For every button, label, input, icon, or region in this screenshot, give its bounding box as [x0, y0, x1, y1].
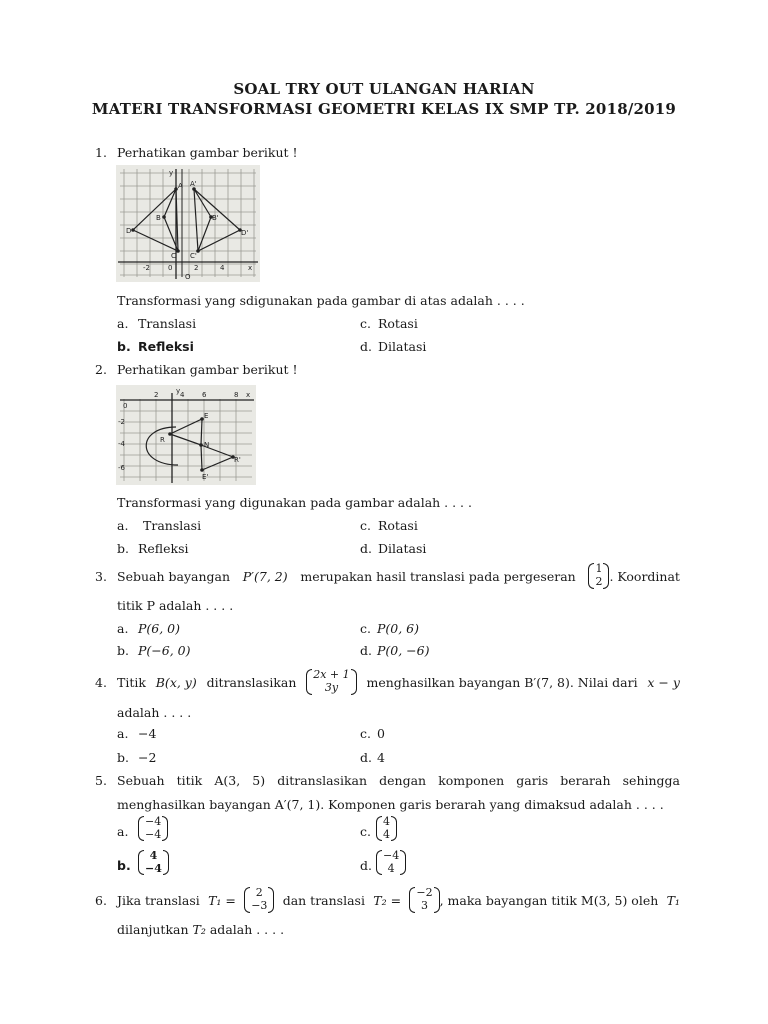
q2-figure [116, 385, 256, 485]
q5-line-2: menghasilkan bayangan A′(7, 1). Komponen garis berarah yang dimaksud adalah . . . . [117, 797, 664, 812]
q2-tick-0: 0 [123, 402, 128, 410]
q2-option-a: Translasi [143, 518, 202, 533]
q6-t2-vector: −2 3 [409, 887, 439, 912]
q6-line-2-post: adalah . . . . [209, 922, 285, 937]
q6-t2b: T₂ [192, 922, 206, 937]
q1-tick-2: 2 [194, 264, 199, 272]
q6-mid: dan translasi [282, 892, 365, 908]
q5-option-c-letter: c. [360, 824, 371, 839]
q5-option-a: −4 −4 [138, 816, 168, 841]
q2-label-R-prime: R' [234, 456, 241, 464]
q6-line-1 [117, 884, 680, 916]
q1-label-B: B [156, 214, 161, 222]
q2-axis-y: y [176, 387, 181, 395]
q2-option-c-letter: c. [360, 518, 371, 533]
q1-option-b: Refleksi [138, 339, 194, 354]
q1-figure [116, 165, 260, 282]
q1-option-d: Dilatasi [378, 339, 427, 354]
q2-label-E-prime: E' [202, 473, 209, 481]
q1-option-a-letter: a. [117, 316, 129, 331]
q1-tick-4: 4 [220, 264, 225, 272]
q5-option-d: −4 4 [376, 850, 406, 875]
q2-translation-graph [116, 385, 256, 485]
q3-option-b: P(−6, 0) [138, 643, 191, 658]
q3-post: . Koordinat [609, 568, 680, 584]
q3-option-a-letter: a. [117, 621, 129, 636]
q2-option-a-letter: a. [117, 518, 129, 533]
q1-reflection-graph [116, 165, 260, 282]
q5-option-c: 4 4 [376, 816, 397, 841]
q1-label-A-prime: A' [190, 180, 197, 188]
q4-line-1 [117, 665, 680, 699]
q3-option-d: P(0, −6) [377, 643, 430, 658]
q3-pre: Sebuah bayangan [117, 568, 231, 584]
q5-option-b-letter: b. [117, 858, 131, 873]
q5-option-b: 4 −4 [138, 850, 169, 875]
q4-point: B(x, y) [155, 674, 197, 690]
q4-expr: x − y [647, 674, 680, 690]
title-line-2: MATERI TRANSFORMASI GEOMETRI KELAS IX SMP TP. 2018/2019 [91, 100, 677, 118]
q2-text: Perhatikan gambar berikut ! [117, 362, 298, 377]
q3-vector: 1 2 [588, 563, 609, 588]
q6-line-2 [117, 922, 284, 937]
q1-question: Transformasi yang sdigunakan pada gambar di atas adalah . . . . [117, 293, 525, 308]
q1-tick-neg2: -2 [143, 264, 150, 272]
q2-tick-neg2: -2 [118, 418, 125, 426]
q2-tick-neg4: -4 [118, 440, 125, 448]
q1-label-C-prime: C' [190, 252, 197, 260]
q3-line-2: titik P adalah . . . . [117, 598, 234, 613]
q5-option-a-letter: a. [117, 824, 129, 839]
q4-option-d: 4 [377, 750, 385, 765]
q6-line-2-pre: dilanjutkan [117, 922, 189, 937]
q5-line-1: Sebuah titik A(3, 5) ditranslasikan dengan komponen garis berarah sehingga [117, 773, 680, 788]
q1-text: Perhatikan gambar berikut ! [117, 145, 298, 160]
q2-number: 2. [95, 362, 107, 377]
q3-point: P′(7, 2) [242, 568, 288, 584]
q2-label-E: E [204, 412, 209, 420]
q4-vector: 2x + 1 3y [306, 669, 356, 694]
q1-option-a: Translasi [138, 316, 197, 331]
q2-tick-8: 8 [234, 391, 239, 399]
q4-option-d-letter: d. [360, 750, 372, 765]
q2-option-b-letter: b. [117, 541, 129, 556]
q2-tick-2: 2 [154, 391, 159, 399]
q1-number: 1. [95, 145, 107, 160]
q1-option-c-letter: c. [360, 316, 371, 331]
q6-t1: T₁ = [208, 892, 236, 908]
q4-option-b-letter: b. [117, 750, 129, 765]
q1-label-D-prime: D' [241, 229, 249, 237]
q2-label-R: R [160, 436, 165, 444]
q1-axis-x: x [248, 264, 253, 272]
q3-option-b-letter: b. [117, 643, 129, 658]
q1-label-B-prime: B' [212, 214, 219, 222]
q4-pre: Titik [117, 674, 146, 690]
q1-label-C: C [171, 252, 176, 260]
q4-post: menghasilkan bayangan B′(7, 8). Nilai dari [366, 674, 638, 690]
q2-option-b: Refleksi [138, 541, 189, 556]
q1-option-b-letter: b. [117, 339, 131, 354]
q6-t2: T₂ = [373, 892, 402, 908]
q5-number: 5. [95, 773, 107, 788]
q2-option-d-letter: d. [360, 541, 372, 556]
q5-option-d-letter: d. [360, 858, 372, 873]
q1-axis-y: y [169, 169, 174, 177]
q2-tick-6: 6 [202, 391, 207, 399]
q1-option-c: Rotasi [378, 316, 418, 331]
q6-post: , maka bayangan titik M(3, 5) oleh [439, 892, 659, 908]
q2-tick-neg6: -6 [118, 464, 125, 472]
q2-axis-x: x [246, 391, 251, 399]
title-line-1: SOAL TRY OUT ULANGAN HARIAN [233, 80, 535, 98]
q4-option-c-letter: c. [360, 726, 371, 741]
q2-label-N: N [204, 441, 210, 449]
q3-number: 3. [95, 569, 107, 584]
q3-option-c: P(0, 6) [377, 621, 420, 636]
q1-tick-0: 0 [168, 264, 173, 272]
q6-pre: Jika translasi [117, 892, 200, 908]
q6-t1b: T₁ [666, 892, 680, 908]
q3-option-c-letter: c. [360, 621, 371, 636]
q4-mid: ditranslasikan [206, 674, 297, 690]
q4-option-c: 0 [377, 726, 385, 741]
q6-t1-vector: 2 −3 [244, 887, 274, 912]
q3-line-1 [117, 561, 680, 591]
q4-line-2: adalah . . . . [117, 705, 192, 720]
q2-option-c: Rotasi [378, 518, 418, 533]
q4-option-a: −4 [138, 726, 157, 741]
q2-tick-4: 4 [180, 391, 185, 399]
q6-number: 6. [95, 893, 107, 908]
q4-option-a-letter: a. [117, 726, 129, 741]
q3-option-d-letter: d. [360, 643, 372, 658]
q4-option-b: −2 [138, 750, 157, 765]
q2-option-d: Dilatasi [378, 541, 427, 556]
q1-label-D: D [126, 227, 132, 235]
q2-question: Transformasi yang digunakan pada gambar adalah . . . . [117, 495, 472, 510]
q1-option-d-letter: d. [360, 339, 372, 354]
q3-mid: merupakan hasil translasi pada pergeseran [300, 568, 576, 584]
q4-number: 4. [95, 675, 107, 690]
q1-axis-o: O [185, 273, 191, 281]
q1-label-A: A [178, 182, 183, 190]
q3-option-a: P(6, 0) [138, 621, 181, 636]
